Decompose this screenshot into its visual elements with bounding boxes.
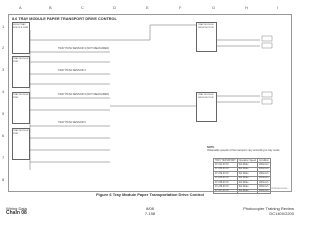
note-cell: 180mm/s: [259, 181, 269, 184]
note-table: [213, 158, 271, 194]
row-label: 1: [2, 24, 5, 29]
drive-motor-box: [196, 92, 217, 122]
note-heading: [207, 146, 280, 152]
block-label: FROM TRAY MODULE PWB: [13, 24, 28, 29]
column-label: D: [113, 5, 116, 10]
note-header-cell: TRAY TRANSPORT: [215, 159, 236, 162]
drive-motor-box: [196, 22, 217, 52]
note-header-cell: Operation Speed: [238, 159, 257, 162]
note-cell: 180mm/s: [259, 177, 269, 180]
footer-manual-title: Photocopier Training Review: [243, 206, 294, 211]
footer-date: 8/08: [146, 206, 154, 211]
row-label: 7: [2, 155, 5, 160]
note-cell: 07-237-00 IN: [214, 189, 238, 193]
tray-module-pwb-block: [12, 92, 30, 124]
note-cell: 07-235-00 IN: [214, 180, 238, 184]
row-label: 3: [2, 67, 5, 72]
note-cell: Std Mode: [237, 185, 257, 189]
footer-chapter: Chain 08: [6, 210, 27, 216]
motor-label: TRAY MODULE DRIVE MOTOR: [198, 94, 214, 99]
figure-caption: Figure 6 Tray Module Paper Transportation Drive Control: [96, 192, 204, 197]
block-label: TRAY MODULE PWB: [13, 94, 29, 99]
column-label: E: [146, 5, 149, 10]
note-cell: Std Mode: [237, 172, 257, 176]
tray-module-pwb-block: [12, 128, 30, 160]
row-label: 2: [2, 45, 5, 50]
row-label: 4: [2, 89, 5, 94]
sensor-label: TRAY PATH SENSOR 4: [58, 69, 86, 72]
motor-label: TRAY MODULE DRIVE MOTOR: [198, 24, 214, 29]
block-label: TRAY MODULE PWB: [13, 58, 29, 63]
sensor-label: TRAY PATH SENSOR 3 (NOT MEASURED): [58, 47, 110, 50]
tray-module-pwb-block: [12, 56, 30, 88]
note-cell: 07-234-00 IN: [214, 176, 238, 180]
note-cell: 180mm/s: [259, 172, 269, 175]
column-label: I: [277, 5, 279, 10]
sensor-label: TRAY PATH SENSOR 6: [58, 121, 86, 124]
footer-page: 7-198: [144, 211, 156, 216]
note-text: Obtainable speeds of the transport vary according to tray mode: [207, 149, 280, 152]
row-label: 5: [2, 111, 5, 116]
note-cell: 180mm/s: [259, 164, 269, 167]
column-label: C: [81, 5, 84, 10]
note-cell: 180mm/s: [259, 168, 269, 171]
note-cell: 180mm/s: [259, 186, 269, 189]
footer-right: [243, 206, 294, 216]
row-label: 6: [2, 133, 5, 138]
column-label: B: [49, 5, 52, 10]
note-cell: 07-236-00 IN: [214, 185, 238, 189]
note-cell: 07-233-00 IN: [214, 172, 238, 176]
note-cell: 07-232-00 IN: [214, 167, 238, 171]
note-cell: 180mm/s: [259, 190, 269, 193]
note-title: NOTE: [207, 146, 215, 149]
note-cell: Std Mode: [237, 176, 257, 180]
footer-model: DC1400/2200: [269, 211, 294, 216]
column-label: A: [19, 5, 22, 10]
note-cell: Std Mode: [237, 189, 257, 193]
row-label: 8: [2, 177, 5, 182]
note-header-cell: Condition: [259, 159, 269, 162]
figure-code: CP5E3144-2200: [271, 188, 288, 190]
block-label: TRAY MODULE PWB: [13, 130, 29, 135]
sensor-label: TRAY PATH SENSOR 5 (NOT MEASURED): [58, 93, 110, 96]
tray-module-pwb-block: [12, 22, 30, 54]
column-label: G: [212, 5, 216, 10]
column-label: F: [179, 5, 182, 10]
column-label: H: [245, 5, 248, 10]
note-cell: Std Mode: [237, 180, 257, 184]
note-cell: Std Mode: [237, 163, 257, 167]
note-cell: 07-231-00 IN: [214, 163, 238, 167]
diagram-title: 8.6 TRAY MODULE PAPER TRANSPORT DRIVE CONTROL: [12, 17, 117, 21]
footer-section: Wiring Data: [6, 206, 27, 211]
note-cell: Std Mode: [237, 167, 257, 171]
